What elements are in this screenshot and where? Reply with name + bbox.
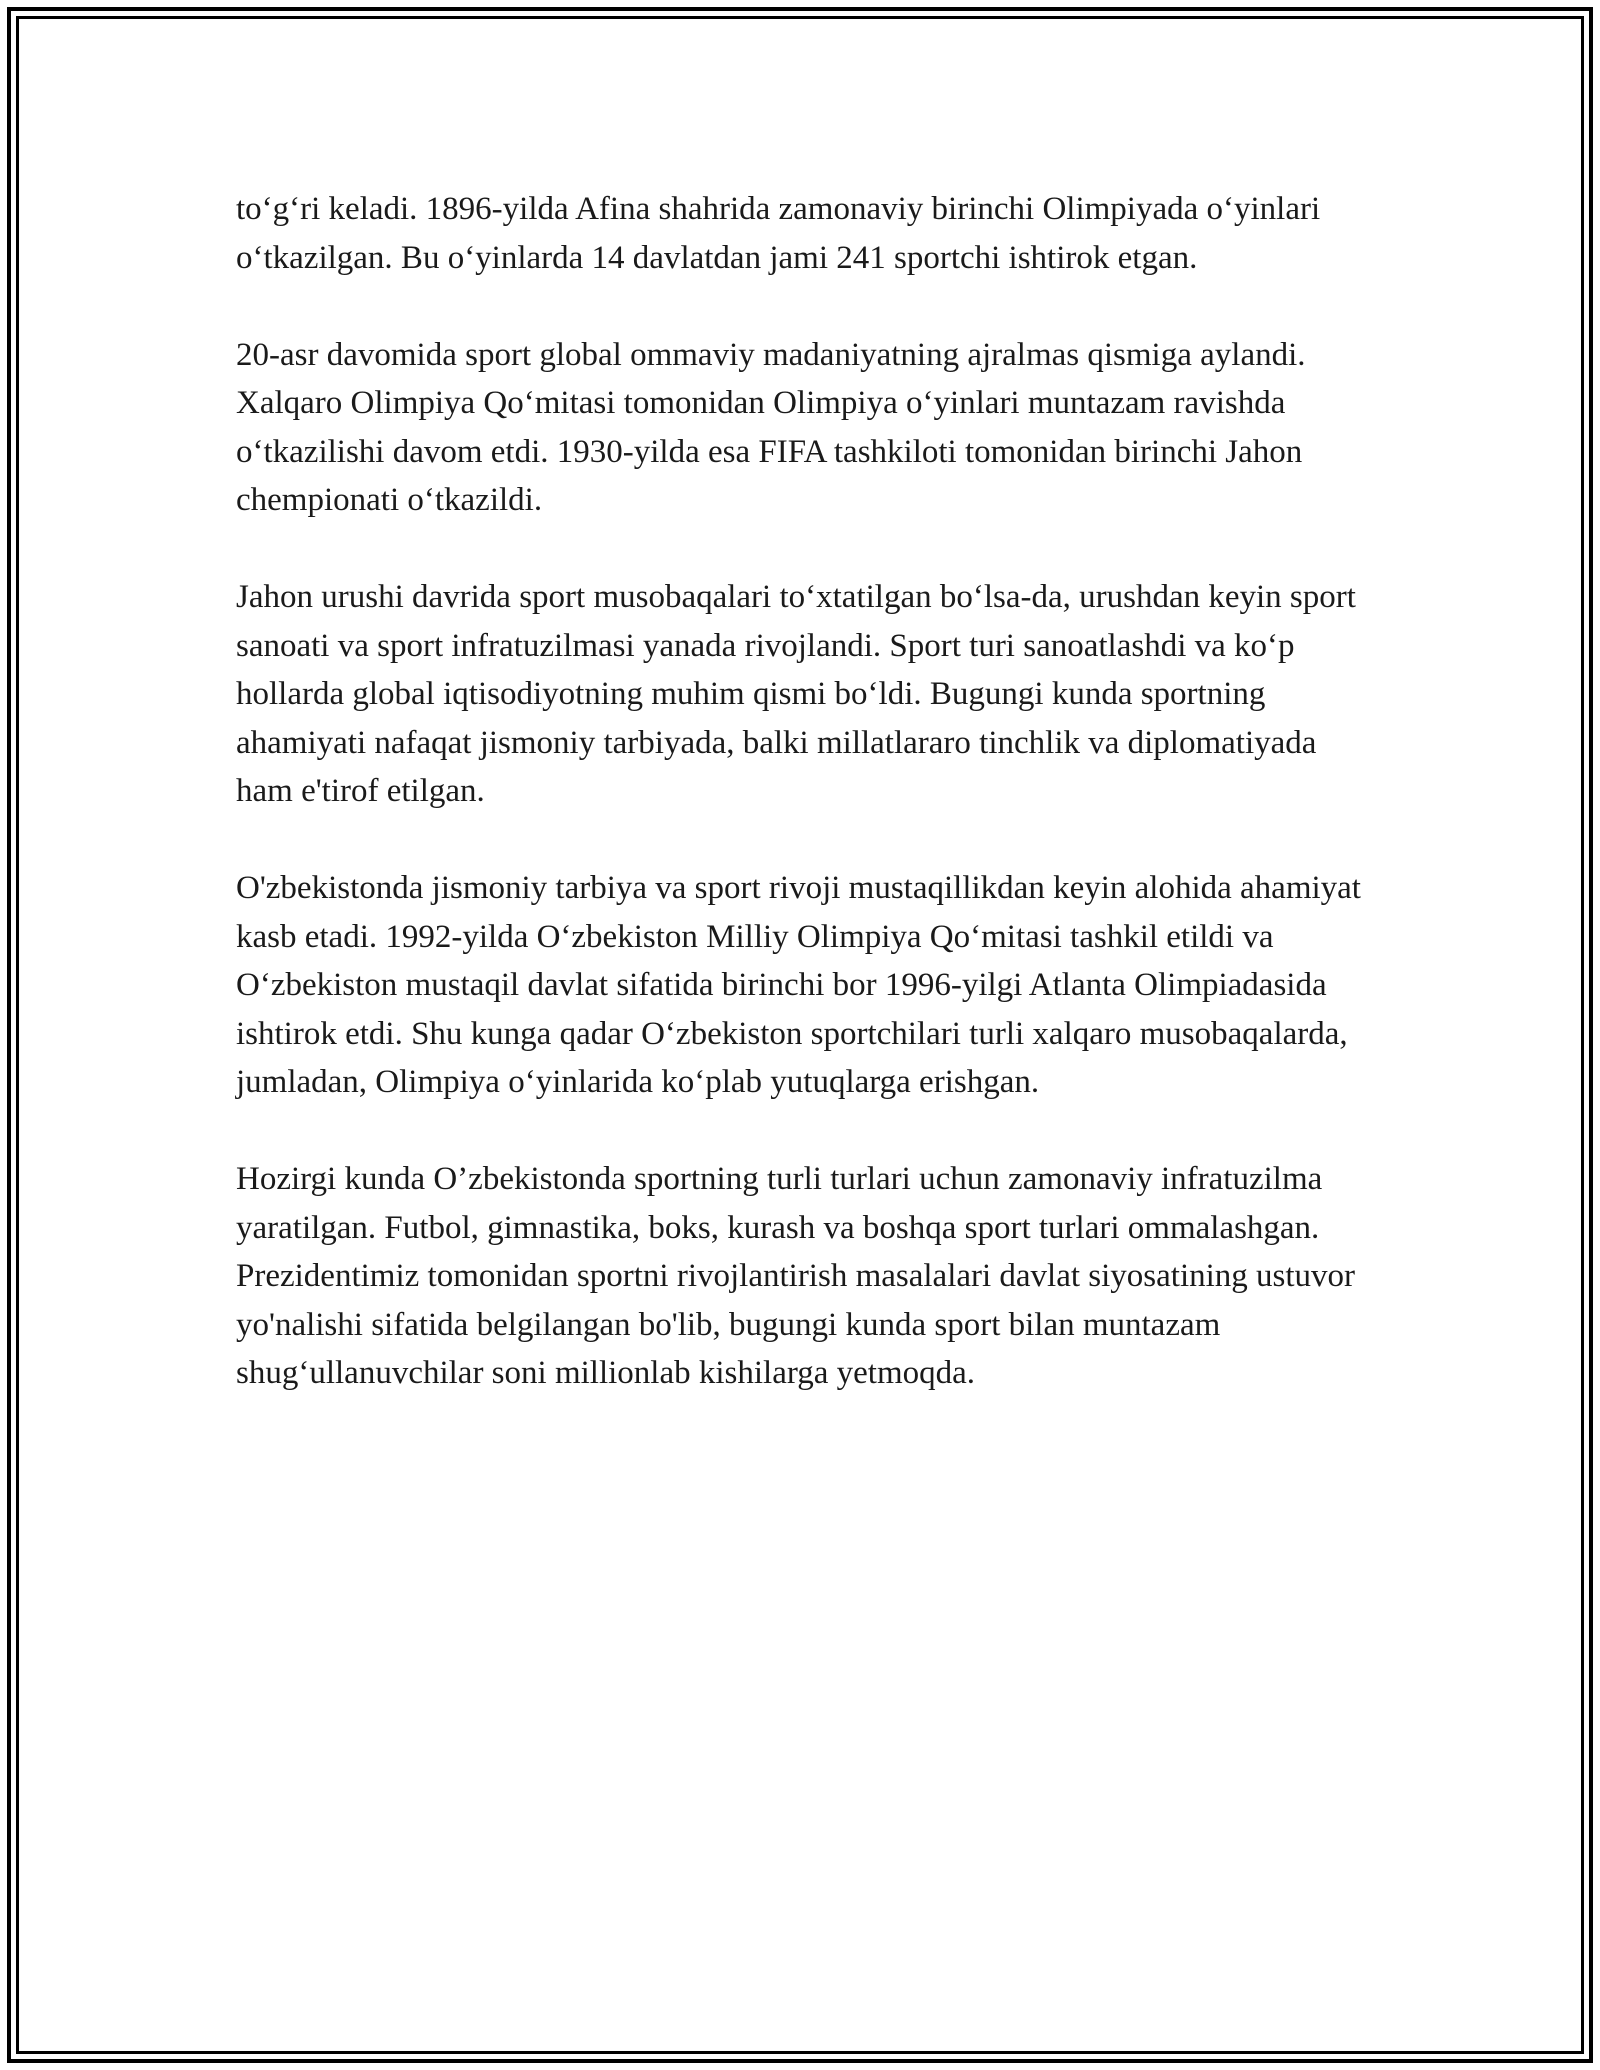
- paragraph-uzbekistan-today: Hozirgi kunda O’zbekistonda sportning turli turlari uchun zamonaviy infratuzilma yaratilgan. Futbol, gimnastika, boks, kurash va boshqa sport turlari ommalashgan. Prezidentimiz tomonidan sportni rivojlantirish masalalari davlat siyosatining ustuvor yo'nalishi sifatida belgilangan bo'lib, bugungi kunda sport bilan muntazam shug‘ullanuvchilar soni millionlab kishilarga yetmoqda.: [236, 1161, 1356, 1391]
- paragraph-uzbekistan-independence: O'zbekistonda jismoniy tarbiya va sport rivoji mustaqillikdan keyin alohida ahamiyat kasb etadi. 1992-yilda O‘zbekiston Milliy Olimpiya Qo‘mitasi tashkil etildi va O‘zbekiston mustaqil davlat sifatida birinchi bor 1996-yilgi Atlanta Olimpiadasida ishtirok etdi. Shu kunga qadar O‘zbekiston sportchilari turli xalqaro musobaqalarda, jumladan, Olimpiya o‘yinlarida ko‘plab yutuqlarga erishgan.: [236, 870, 1361, 1100]
- document-body: [236, 185, 1364, 1446]
- paragraph-olympics-1896: to‘g‘ri keladi. 1896-yilda Afina shahrida zamonaviy birinchi Olimpiyada o‘yinlari o‘tkazilgan. Bu o‘yinlarda 14 davlatdan jami 241 sportchi ishtirok etgan.: [236, 191, 1321, 276]
- paragraph-post-war: Jahon urushi davrida sport musobaqalari to‘xtatilgan bo‘lsa-da, urushdan keyin sport sanoati va sport infratuzilmasi yanada rivojlandi. Sport turi sanoatlashdi va ko‘p hollarda global iqtisodiyotning muhim qismi bo‘ldi. Bugungi kunda sportning ahamiyati nafaqat jismoniy tarbiyada, balki millatlararo tinchlik va diplomatiyada ham e'tirof etilgan.: [236, 579, 1356, 809]
- paragraph-20th-century: 20-asr davomida sport global ommaviy madaniyatning ajralmas qismiga aylandi. Xalqaro Olimpiya Qo‘mitasi tomonidan Olimpiya o‘yinlari muntazam ravishda o‘tkazilishi davom etdi. 1930-yilda esa FIFA tashkiloti tomonidan birinchi Jahon chempionati o‘tkazildi.: [236, 336, 1306, 518]
